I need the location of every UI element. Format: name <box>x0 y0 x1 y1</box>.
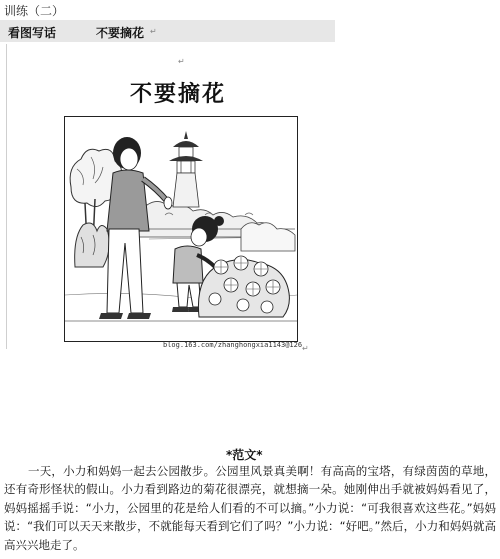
paragraph-mark: ↵ <box>150 27 157 36</box>
illustration <box>64 116 298 342</box>
image-credit: blog.163.com/zhanghongxia1143@126 <box>163 341 303 349</box>
paragraph-mark: ↵ <box>178 57 185 66</box>
header-title: 不要摘花 <box>96 26 145 40</box>
section-label: 看图写话 <box>8 26 57 40</box>
paragraph-mark: ↵ <box>302 344 309 353</box>
training-label: 训练（二） <box>4 4 65 18</box>
margin-rule <box>6 44 7 349</box>
rockery-icon <box>75 223 110 267</box>
pagoda-icon <box>169 131 203 207</box>
essay-body: 一天，小力和妈妈一起去公园散步。公园里风景真美啊！有高高的宝塔，有绿茵茵的草地，还有奇形怪状的假山。小力看到路边的菊花很漂亮，就想摘一朵。她刚伸出手就被妈妈看见了，妈妈摇摇手说：“小力，公园里的花是给人们看的不可以摘。”小力说：“可我很喜欢这些花。”妈妈说：“我们可以天天来散步，不就能每天看到它们了吗？”小力说：“好吧。”然后，小力和妈妈就高高兴兴地走了。 <box>4 464 496 552</box>
picture-title: 不要摘花 <box>130 82 227 107</box>
essay-heading: *范文* <box>226 448 263 462</box>
illustration-svg <box>65 117 297 341</box>
